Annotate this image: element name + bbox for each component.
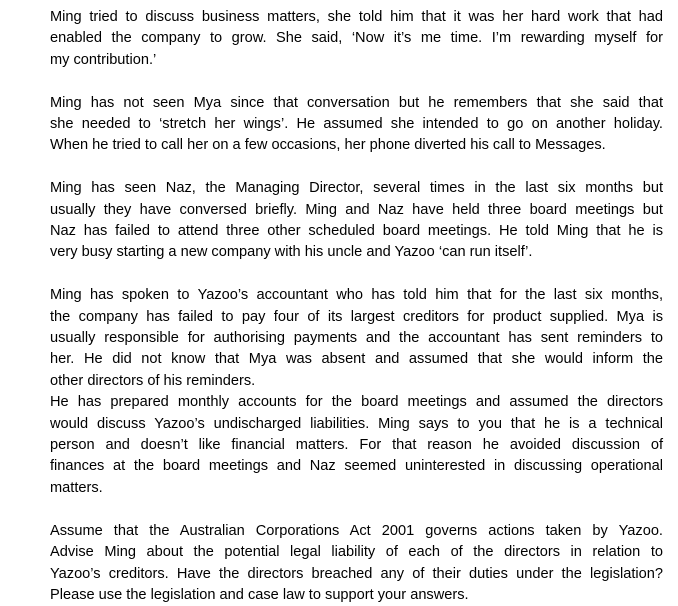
text-line: Ming has not seen Mya since that conversation but he remembers that she said that [50,94,663,111]
text-line: matters. [50,479,103,496]
text-line: Please use the legislation and case law to support your answers. [50,586,469,603]
text-line: Naz has failed to attend three other scheduled board meetings. He told Ming that he is [50,223,663,240]
text-line: Yazoo’s creditors. Have the directors breached any of their duties under the legislation? [50,565,663,582]
text-line: person and doesn’t like financial matters. For that reason he avoided discussion of [50,437,663,454]
text-line: Assume that the Australian Corporations Act 2001 governs actions taken by Yazoo. [50,522,663,539]
text-line: would discuss Yazoo’s undischarged liabilities. Ming says to you that he is a technical [50,415,663,432]
text-line: finances at the board meetings and Naz seemed uninterested in discussing operational [50,458,663,475]
text-line: Advise Ming about the potential legal liability of each of the directors in relation to [50,544,663,561]
text-line: Ming has seen Naz, the Managing Director, several times in the last six months but [50,180,663,197]
text-line: very busy starting a new company with his uncle and Yazoo ‘can run itself’. [50,244,533,261]
text-line: usually they have conversed briefly. Ming and Naz have held three board meetings but [50,201,663,218]
paragraph-naz-director [50,178,663,264]
text-line: usually responsible for authorising payments and the accountant has sent reminders to [50,330,663,347]
paragraph-accountant [50,285,663,392]
paragraph-question [50,521,663,606]
document-body [50,7,663,606]
text-line: enabled the company to grow. She said, ‘Now it’s me time. I’m rewarding myself for [50,30,663,47]
text-line: He has prepared monthly accounts for the board meetings and assumed the directors [50,394,663,411]
text-line: she needed to ‘stretch her wings’. He assumed she intended to go on another holiday. [50,116,663,133]
text-line: my contribution.’ [50,51,157,68]
paragraph-spacer [50,71,663,92]
text-line: other directors of his reminders. [50,372,256,389]
paragraph-spacer [50,499,663,520]
paragraph-mya-conversation [50,93,663,157]
text-line: the company has failed to pay four of its largest creditors for product supplied. Mya is [50,308,663,325]
text-line: her. He did not know that Mya was absent and assumed that she would inform the [50,351,663,368]
text-line: Ming tried to discuss business matters, she told him that it was her hard work that had [50,9,663,25]
text-line: When he tried to call her on a few occasions, her phone diverted his call to Messages. [50,137,606,154]
text-line: Ming has spoken to Yazoo’s accountant who has told him that for the last six months, [50,287,663,304]
paragraph-monthly-accounts [50,392,663,499]
paragraph-spacer [50,264,663,285]
paragraph-spacer [50,157,663,178]
paragraph-business-matters [50,7,663,71]
